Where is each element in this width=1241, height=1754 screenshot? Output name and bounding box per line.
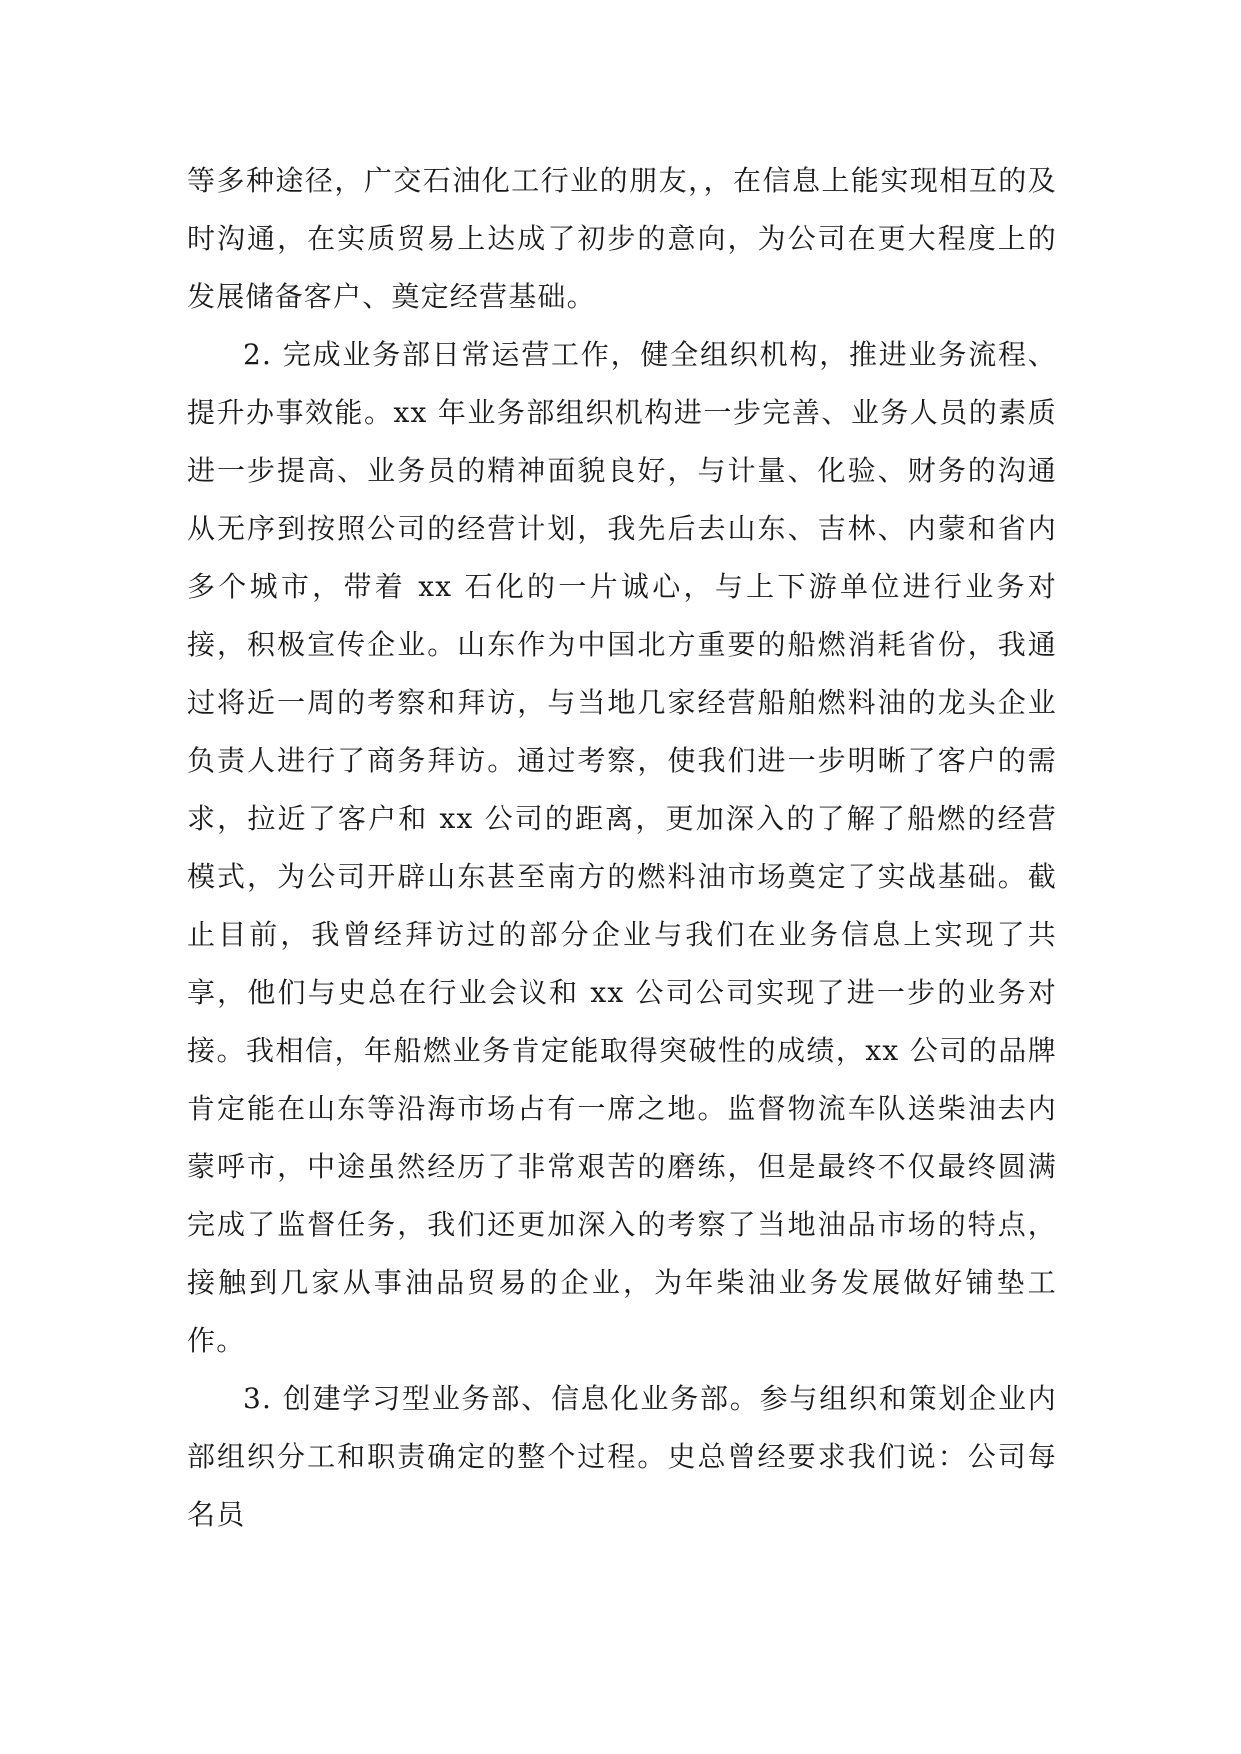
paragraph-item-2: 2. 完成业务部日常运营工作，健全组织机构，推进业务流程、提升办事效能。xx 年业务部组织机构进一步完善、业务人员的素质进一步提高、业务员的精神面貌良好，与计量、化验、财务的沟通从无序到按照公司的经营计划，我先后去山东、吉林、内蒙和省内多个城市，带着 xx 石化的一片诚心，与上下游单位进行业务对接，积极宣传企业。山东作为中国北方重要的船燃消耗省份，我通过将近一周的考察和拜访，与当地几家经营船舶燃料油的龙头企业负责人进行了商务拜访。通过考察，使我们进一步明晰了客户的需求，拉近了客户和 xx 公司的距离，更加深入的了解了船燃的经营模式，为公司开辟山东甚至南方的燃料油市场奠定了实战基础。截止目前，我曾经拜访过的部分企业与我们在业务信息上实现了共享，他们与史总在行业会议和 xx 公司公司实现了进一步的业务对接。我相信，年船燃业务肯定能取得突破性的成绩，xx 公司的品牌肯定能在山东等沿海市场占有一席之地。监督物流车队送柴油去内蒙呼市，中途虽然经历了非常艰苦的磨练，但是最终不仅最终圆满完成了监督任务，我们还更加深入的考察了当地油品市场的特点，接触到几家从事油品贸易的企业，为年柴油业务发展做好铺垫工作。 — [187, 338, 1057, 1357]
paragraph-item-3: 3. 创建学习型业务部、信息化业务部。参与组织和策划企业内部组织分工和职责确定的整个过程。史总曾经要求我们说：公司每名员 — [187, 1382, 1057, 1531]
document-body — [187, 152, 1057, 1544]
paragraph-continuation: 等多种途径，广交石油化工行业的朋友，，在信息上能实现相互的及时沟通，在实质贸易上达成了初步的意向，为公司在更大程度上的发展储备客户、奠定经营基础。 — [187, 164, 1057, 313]
